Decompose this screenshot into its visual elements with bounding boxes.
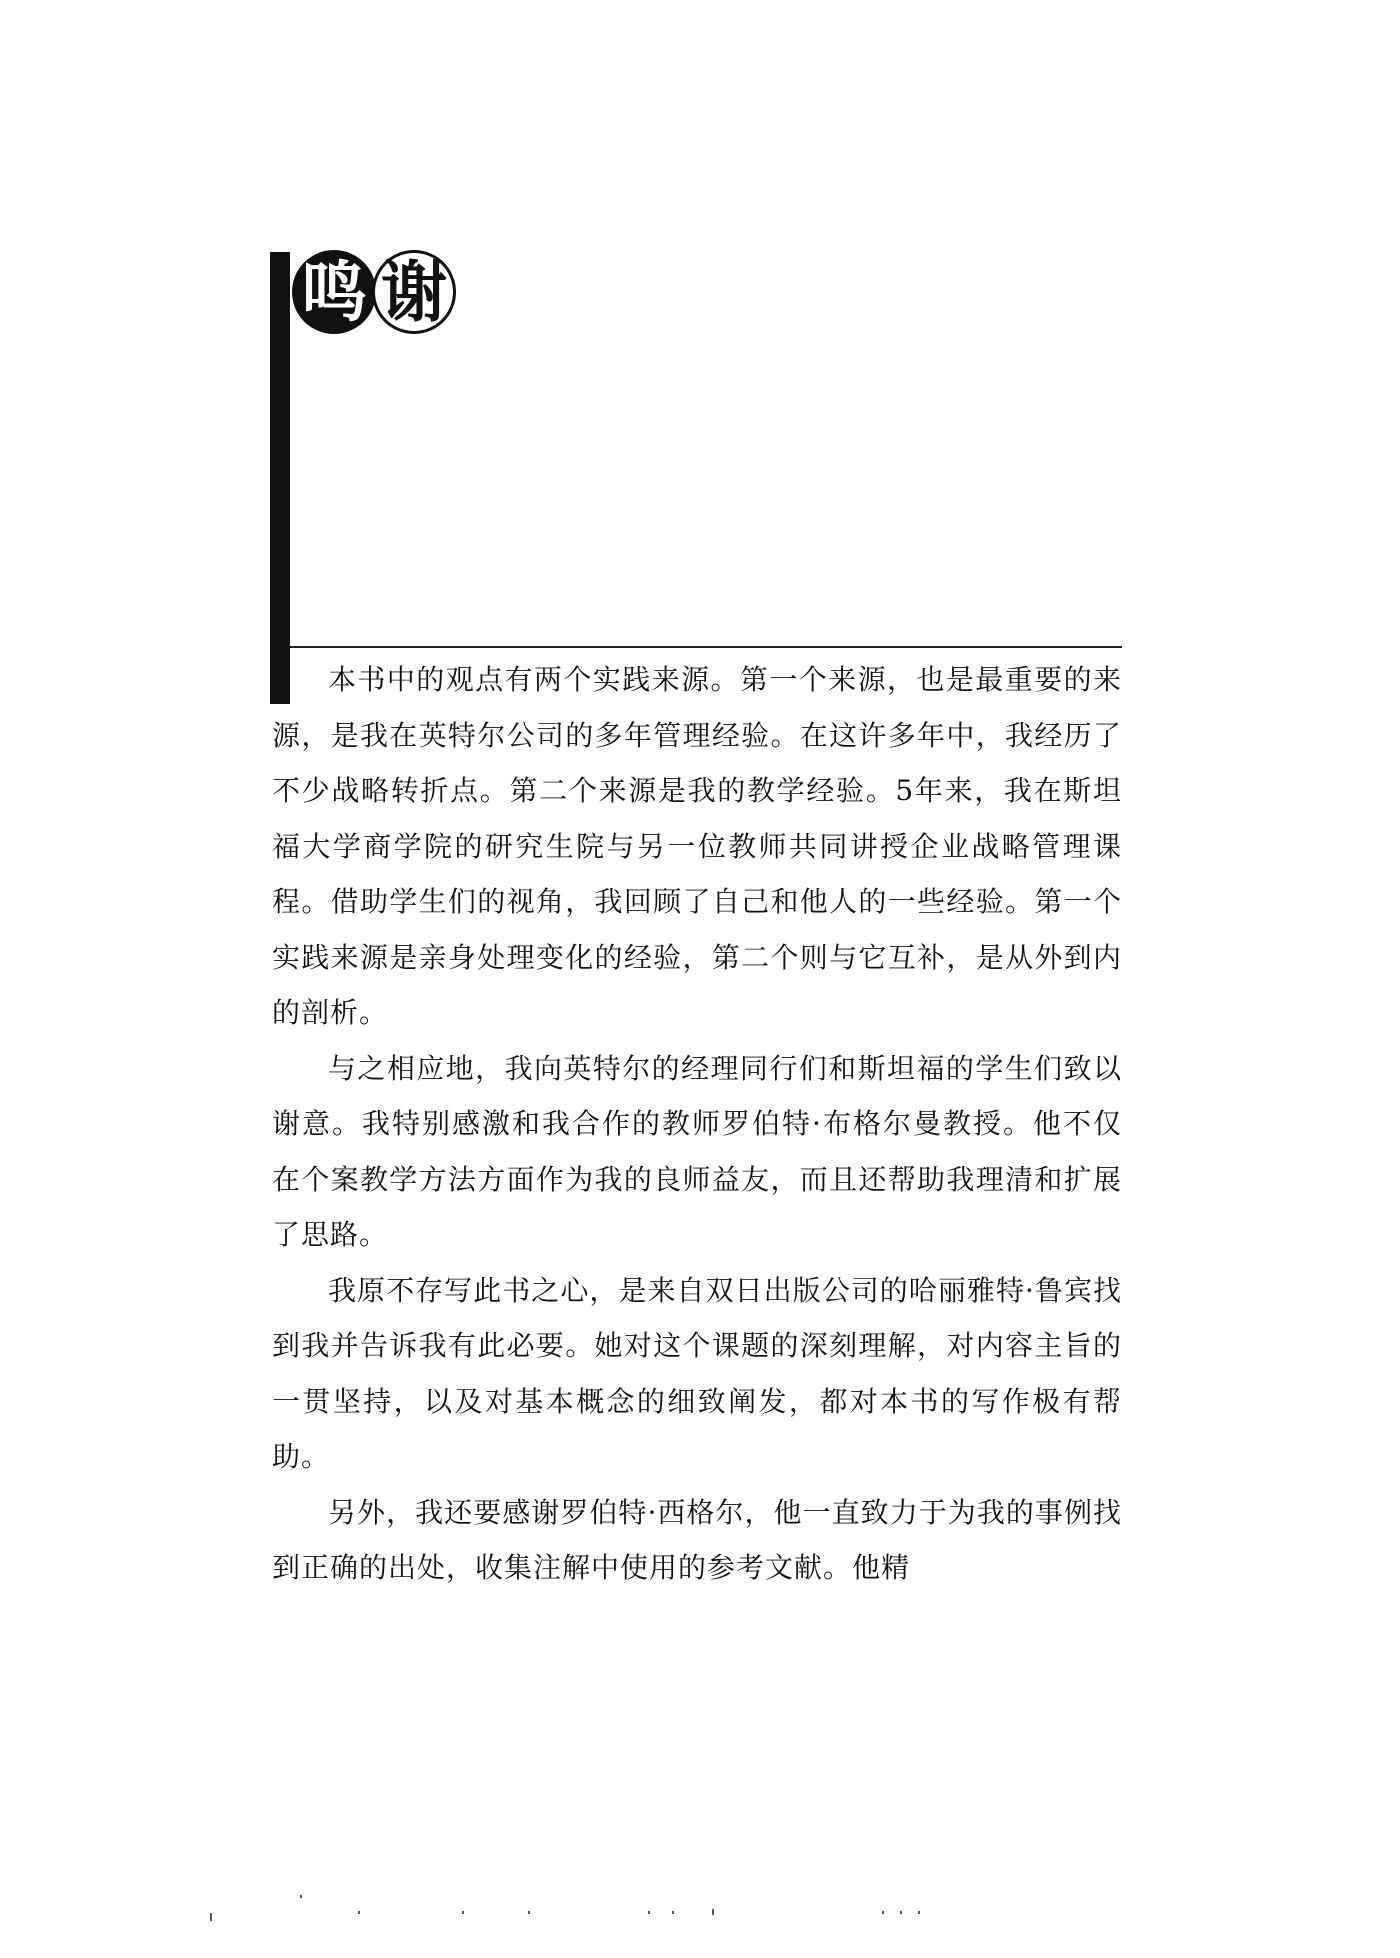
chapter-side-bar <box>270 252 290 704</box>
title-divider <box>290 646 1122 648</box>
paragraph-2: 与之相应地，我向英特尔的经理同行们和斯坦福的学生们致以谢意。我特别感激和我合作的教师罗伯特·布格尔曼教授。他不仅在个案教学方法方面作为我的良师益友，而且还帮助我理清和扩展了思路。 <box>272 1051 1122 1251</box>
title-char-2: 谢 <box>372 250 456 334</box>
scan-mark <box>648 1911 650 1914</box>
scan-mark <box>528 1911 530 1914</box>
scan-mark <box>918 1911 920 1914</box>
scan-noise-marks <box>0 1905 1400 1925</box>
scan-mark <box>300 1895 302 1898</box>
scan-mark <box>882 1911 884 1914</box>
chapter-title <box>292 250 456 334</box>
body-text <box>272 652 1122 1596</box>
scan-mark <box>358 1911 360 1914</box>
scan-mark <box>900 1911 902 1914</box>
paragraph-1: 本书中的观点有两个实践来源。第一个来源，也是最重要的来源，是我在英特尔公司的多年管理经验。在这许多年中，我经历了不少战略转折点。第二个来源是我的教学经验。5年来，我在斯坦福大学商学院的研究生院与另一位教师共同讲授企业战略管理课程。借助学生们的视角，我回顾了自己和他人的一些经验。第一个实践来源是亲身处理变化的经验，第二个则与它互补，是从外到内的剖析。 <box>272 663 1122 1029</box>
scan-mark <box>712 1909 714 1915</box>
scan-mark <box>462 1911 464 1914</box>
scan-mark <box>210 1913 212 1921</box>
paragraph-3: 我原不存写此书之心，是来自双日出版公司的哈丽雅特·鲁宾找到我并告诉我有此必要。她对这个课题的深刻理解，对内容主旨的一贯坚持，以及对基本概念的细致阐发，都对本书的写作极有帮助。 <box>272 1273 1122 1473</box>
paragraph-4: 另外，我还要感谢罗伯特·西格尔，他一直致力于为我的事例找到正确的出处，收集注解中使用的参考文献。他精 <box>272 1495 1122 1584</box>
scan-mark <box>672 1911 674 1914</box>
title-char-1: 鸣 <box>292 250 376 334</box>
